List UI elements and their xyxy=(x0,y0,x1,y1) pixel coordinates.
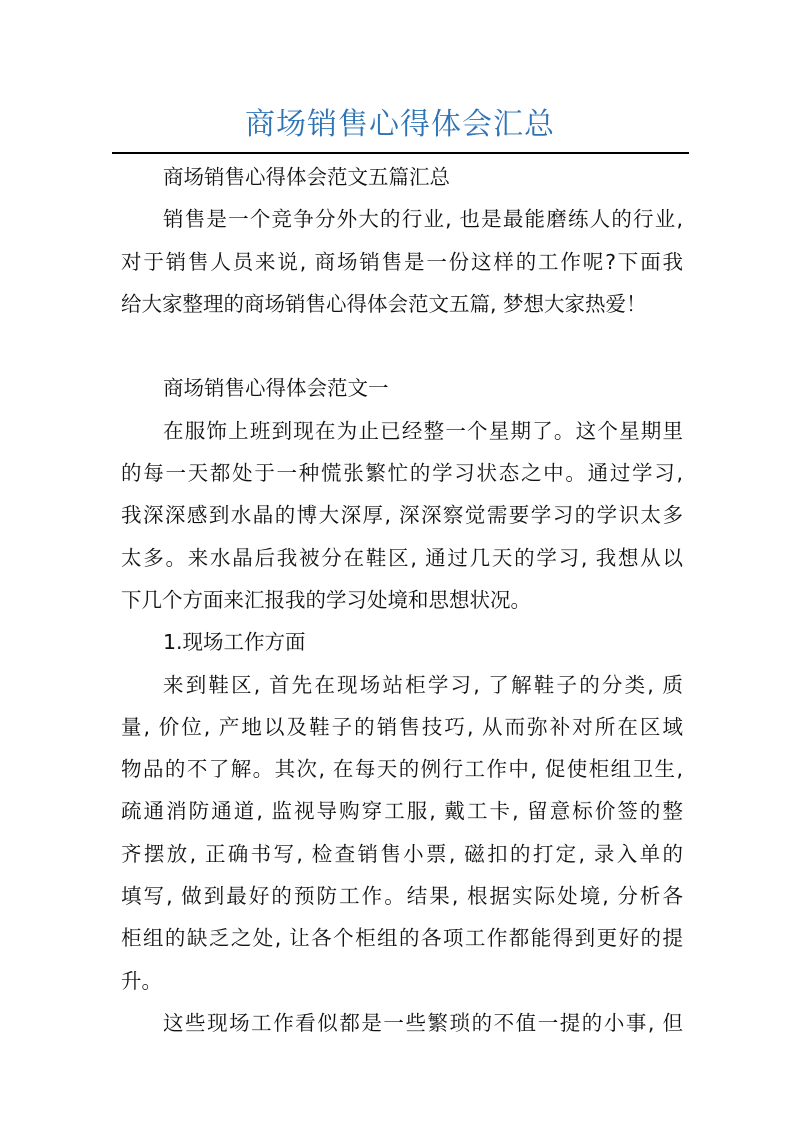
paragraph-line: 来到鞋区, 首先在现场站柜学习, 了解鞋子的分类, 质 xyxy=(163,672,683,697)
paragraph-line: 对于销售人员来说, 商场销售是一份这样的工作呢?下面我 xyxy=(121,249,683,274)
paragraph-line: 的每一天都处于一种慌张繁忙的学习状态之中。通过学习, xyxy=(121,461,683,486)
title-divider xyxy=(112,152,689,154)
paragraph-line: 在服饰上班到现在为止已经整一个星期了。这个星期里 xyxy=(163,418,683,443)
document-title: 商场销售心得体会汇总 xyxy=(245,107,555,142)
paragraph-line: 齐摆放, 正确书写, 检查销售小票, 磁扣的打定, 录入单的 xyxy=(121,841,683,866)
sub-heading: 1.现场工作方面 xyxy=(163,630,306,655)
paragraph-1 xyxy=(121,410,683,621)
paragraph-line: 升。 xyxy=(121,968,162,993)
paragraph-line: 柜组的缺乏之处, 让各个柜组的各项工作都能得到更好的提 xyxy=(121,926,683,951)
document-subtitle: 商场销售心得体会范文五篇汇总 xyxy=(163,165,450,189)
paragraph-line: 填写, 做到最好的预防工作。结果, 根据实际处境, 分析各 xyxy=(121,884,683,909)
paragraph-line: 给大家整理的商场销售心得体会范文五篇, 梦想大家热爱！ xyxy=(121,291,647,316)
document-body xyxy=(121,156,683,1044)
paragraph-line: 量, 价位, 产地以及鞋子的销售技巧, 从而弥补对所在区域 xyxy=(121,714,683,739)
paragraph-line: 我深深感到水晶的博大深厚, 深深察觉需要学习的学识太多 xyxy=(121,503,683,528)
paragraph-line: 下几个方面来汇报我的学习处境和思想状况。 xyxy=(121,587,531,612)
paragraph-3 xyxy=(121,1002,683,1044)
paragraph-2 xyxy=(121,664,683,1002)
paragraph-line: 太多。来水晶后我被分在鞋区, 通过几天的学习, 我想从以 xyxy=(121,545,683,570)
paragraph-line: 物品的不了解。其次, 在每天的例行工作中, 促使柜组卫生, xyxy=(121,757,683,782)
paragraph-line: 这些现场工作看似都是一些繁琐的不值一提的小事, 但 xyxy=(163,1010,683,1035)
paragraph-line: 销售是一个竞争分外大的行业, 也是最能磨练人的行业, xyxy=(163,207,683,232)
intro-paragraph xyxy=(121,198,683,325)
paragraph-line: 疏通消防通道, 监视导购穿工服, 戴工卡, 留意标价签的整 xyxy=(121,799,683,824)
section-heading: 商场销售心得体会范文一 xyxy=(163,376,389,401)
blank-line xyxy=(121,325,683,367)
